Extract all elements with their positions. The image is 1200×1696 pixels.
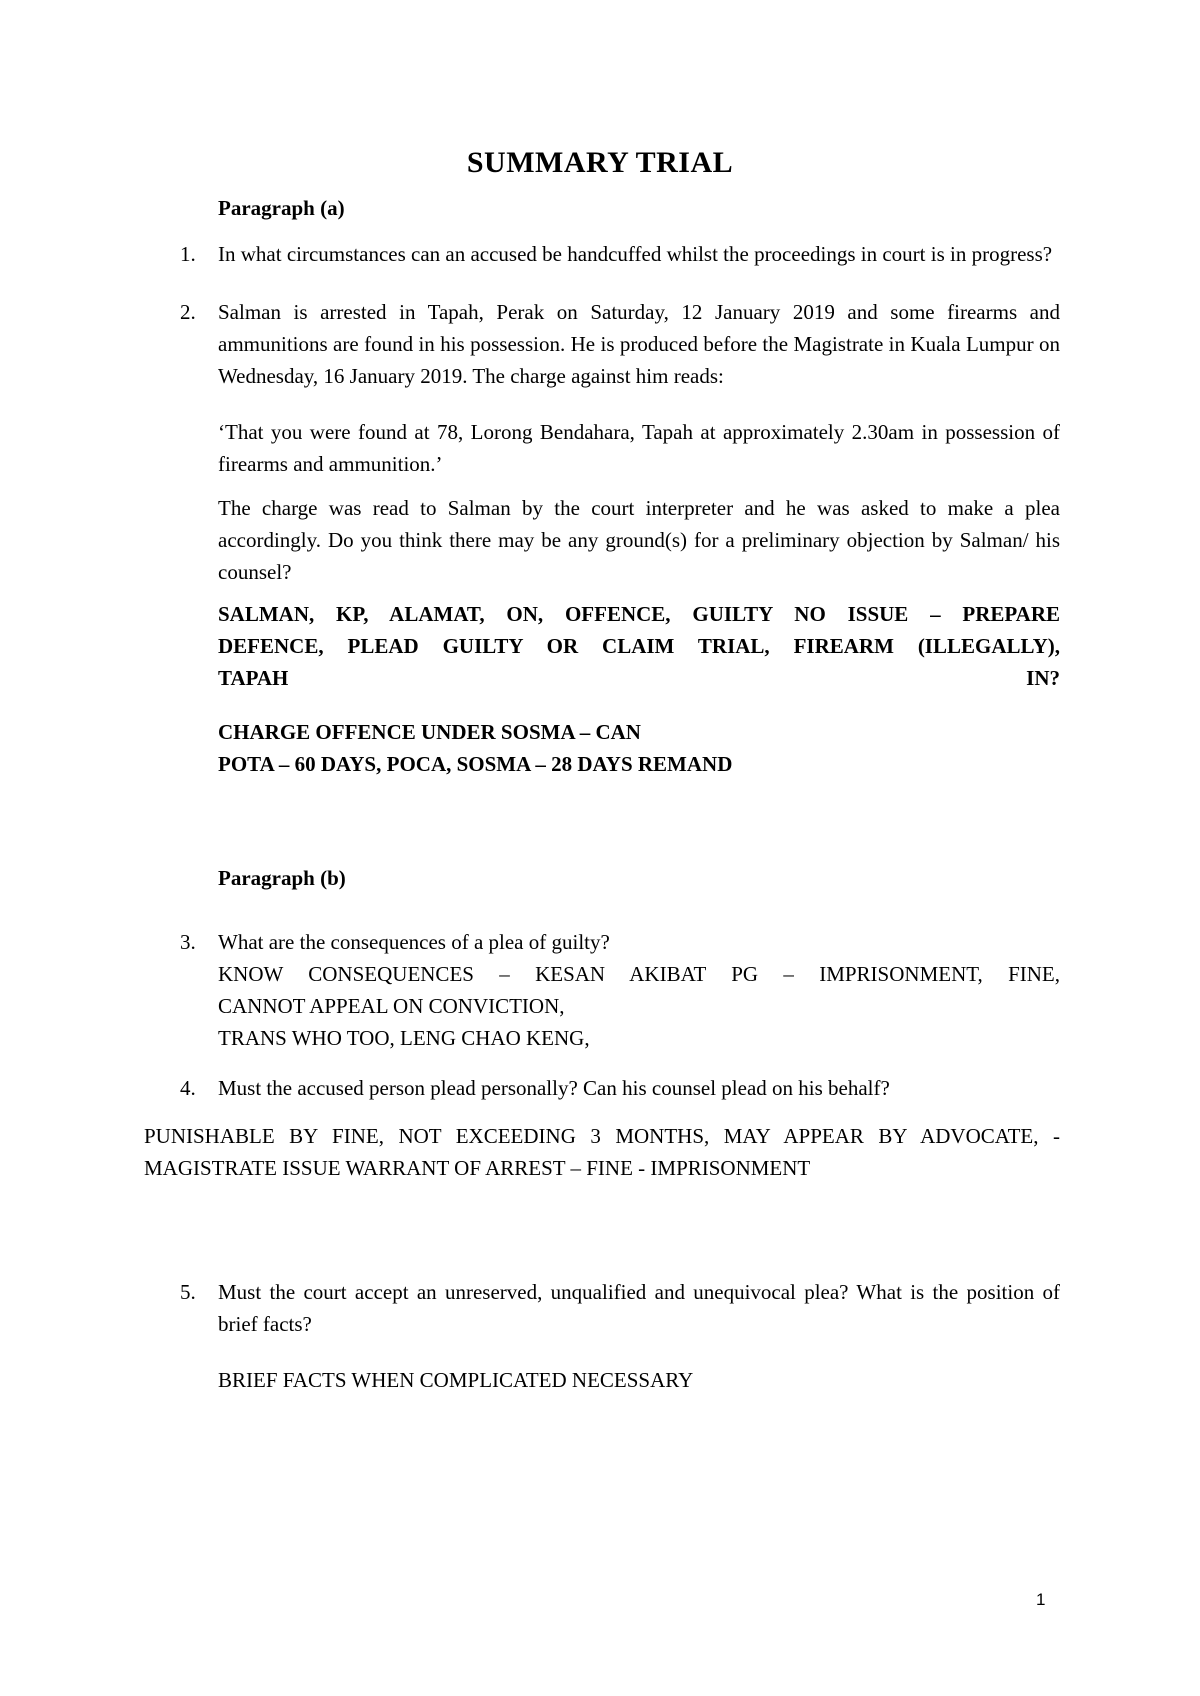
question-2-follow-up: The charge was read to Salman by the court interpreter and he was asked to make a plea accordingly. Do you think there may be any ground(s) for a preliminary objection by Salman/ his counsel? — [218, 496, 1060, 584]
question-4-number: 4. — [180, 1076, 196, 1100]
question-4-text: Must the accused person plead personally? Can his counsel plead on his behalf? — [218, 1076, 890, 1100]
question-5-answer: BRIEF FACTS WHEN COMPLICATED NECESSARY — [218, 1368, 694, 1392]
question-3-text: What are the consequences of a plea of guilty? — [218, 930, 610, 954]
question-1-number: 1. — [180, 242, 196, 266]
question-3 — [180, 926, 1060, 1054]
charge-quote: ‘That you were found at 78, Lorong Bendahara, Tapah at approximately 2.30am in possession of firearms and ammunition.’ — [218, 420, 1060, 476]
answer-note-2-line-1: CHARGE OFFENCE UNDER SOSMA – CAN — [218, 720, 641, 744]
question-5-number: 5. — [180, 1280, 196, 1304]
page-number: 1 — [1036, 1590, 1046, 1609]
question-1 — [180, 238, 1060, 270]
question-5-text: Must the court accept an unreserved, unqualified and unequivocal plea? What is the position of brief facts? — [218, 1280, 1060, 1336]
question-2-text: Salman is arrested in Tapah, Perak on Saturday, 12 January 2019 and some firearms and ammunitions are found in his possession. He is produced before the Magistrate in Kuala Lumpur on Wednesday, 16 January 2019. The charge against him reads: — [218, 300, 1060, 388]
question-3-content — [218, 926, 1060, 1054]
question-2 — [180, 296, 1060, 392]
answer-note-1 — [218, 598, 1060, 694]
question-5 — [180, 1276, 1060, 1340]
question-3-answer-line-3: TRANS WHO TOO, LENG CHAO KENG, — [218, 1026, 590, 1050]
question-4-answer: PUNISHABLE BY FINE, NOT EXCEEDING 3 MONTHS, MAY APPEAR BY ADVOCATE, - MAGISTRATE ISSUE WARRANT OF ARREST – FINE - IMPRISONMENT — [144, 1124, 1060, 1180]
question-3-answer-line-2: CANNOT APPEAL ON CONVICTION, — [218, 994, 565, 1018]
question-2-number: 2. — [180, 300, 196, 324]
answer-note-1-line-1: SALMAN, KP, ALAMAT, ON, OFFENCE, GUILTY NO ISSUE – PREPARE — [218, 602, 1060, 626]
answer-note-2 — [218, 716, 1060, 780]
question-4 — [180, 1072, 1060, 1104]
paragraph-a-heading: Paragraph (a) — [218, 196, 345, 220]
answer-note-1-line-3: TAPAH IN? — [218, 666, 1060, 690]
paragraph-b-heading: Paragraph (b) — [218, 866, 346, 890]
page-title: SUMMARY TRIAL — [466, 146, 734, 179]
answer-note-1-line-2: DEFENCE, PLEAD GUILTY OR CLAIM TRIAL, FIREARM (ILLEGALLY), — [218, 634, 1060, 658]
question-1-text: In what circumstances can an accused be handcuffed whilst the proceedings in court is in progress? — [218, 242, 1053, 266]
question-3-answer-line-1: KNOW CONSEQUENCES – KESAN AKIBAT PG – IMPRISONMENT, FINE, — [218, 962, 1060, 986]
question-3-number: 3. — [180, 930, 196, 954]
answer-note-2-line-2: POTA – 60 DAYS, POCA, SOSMA – 28 DAYS REMAND — [218, 752, 733, 776]
